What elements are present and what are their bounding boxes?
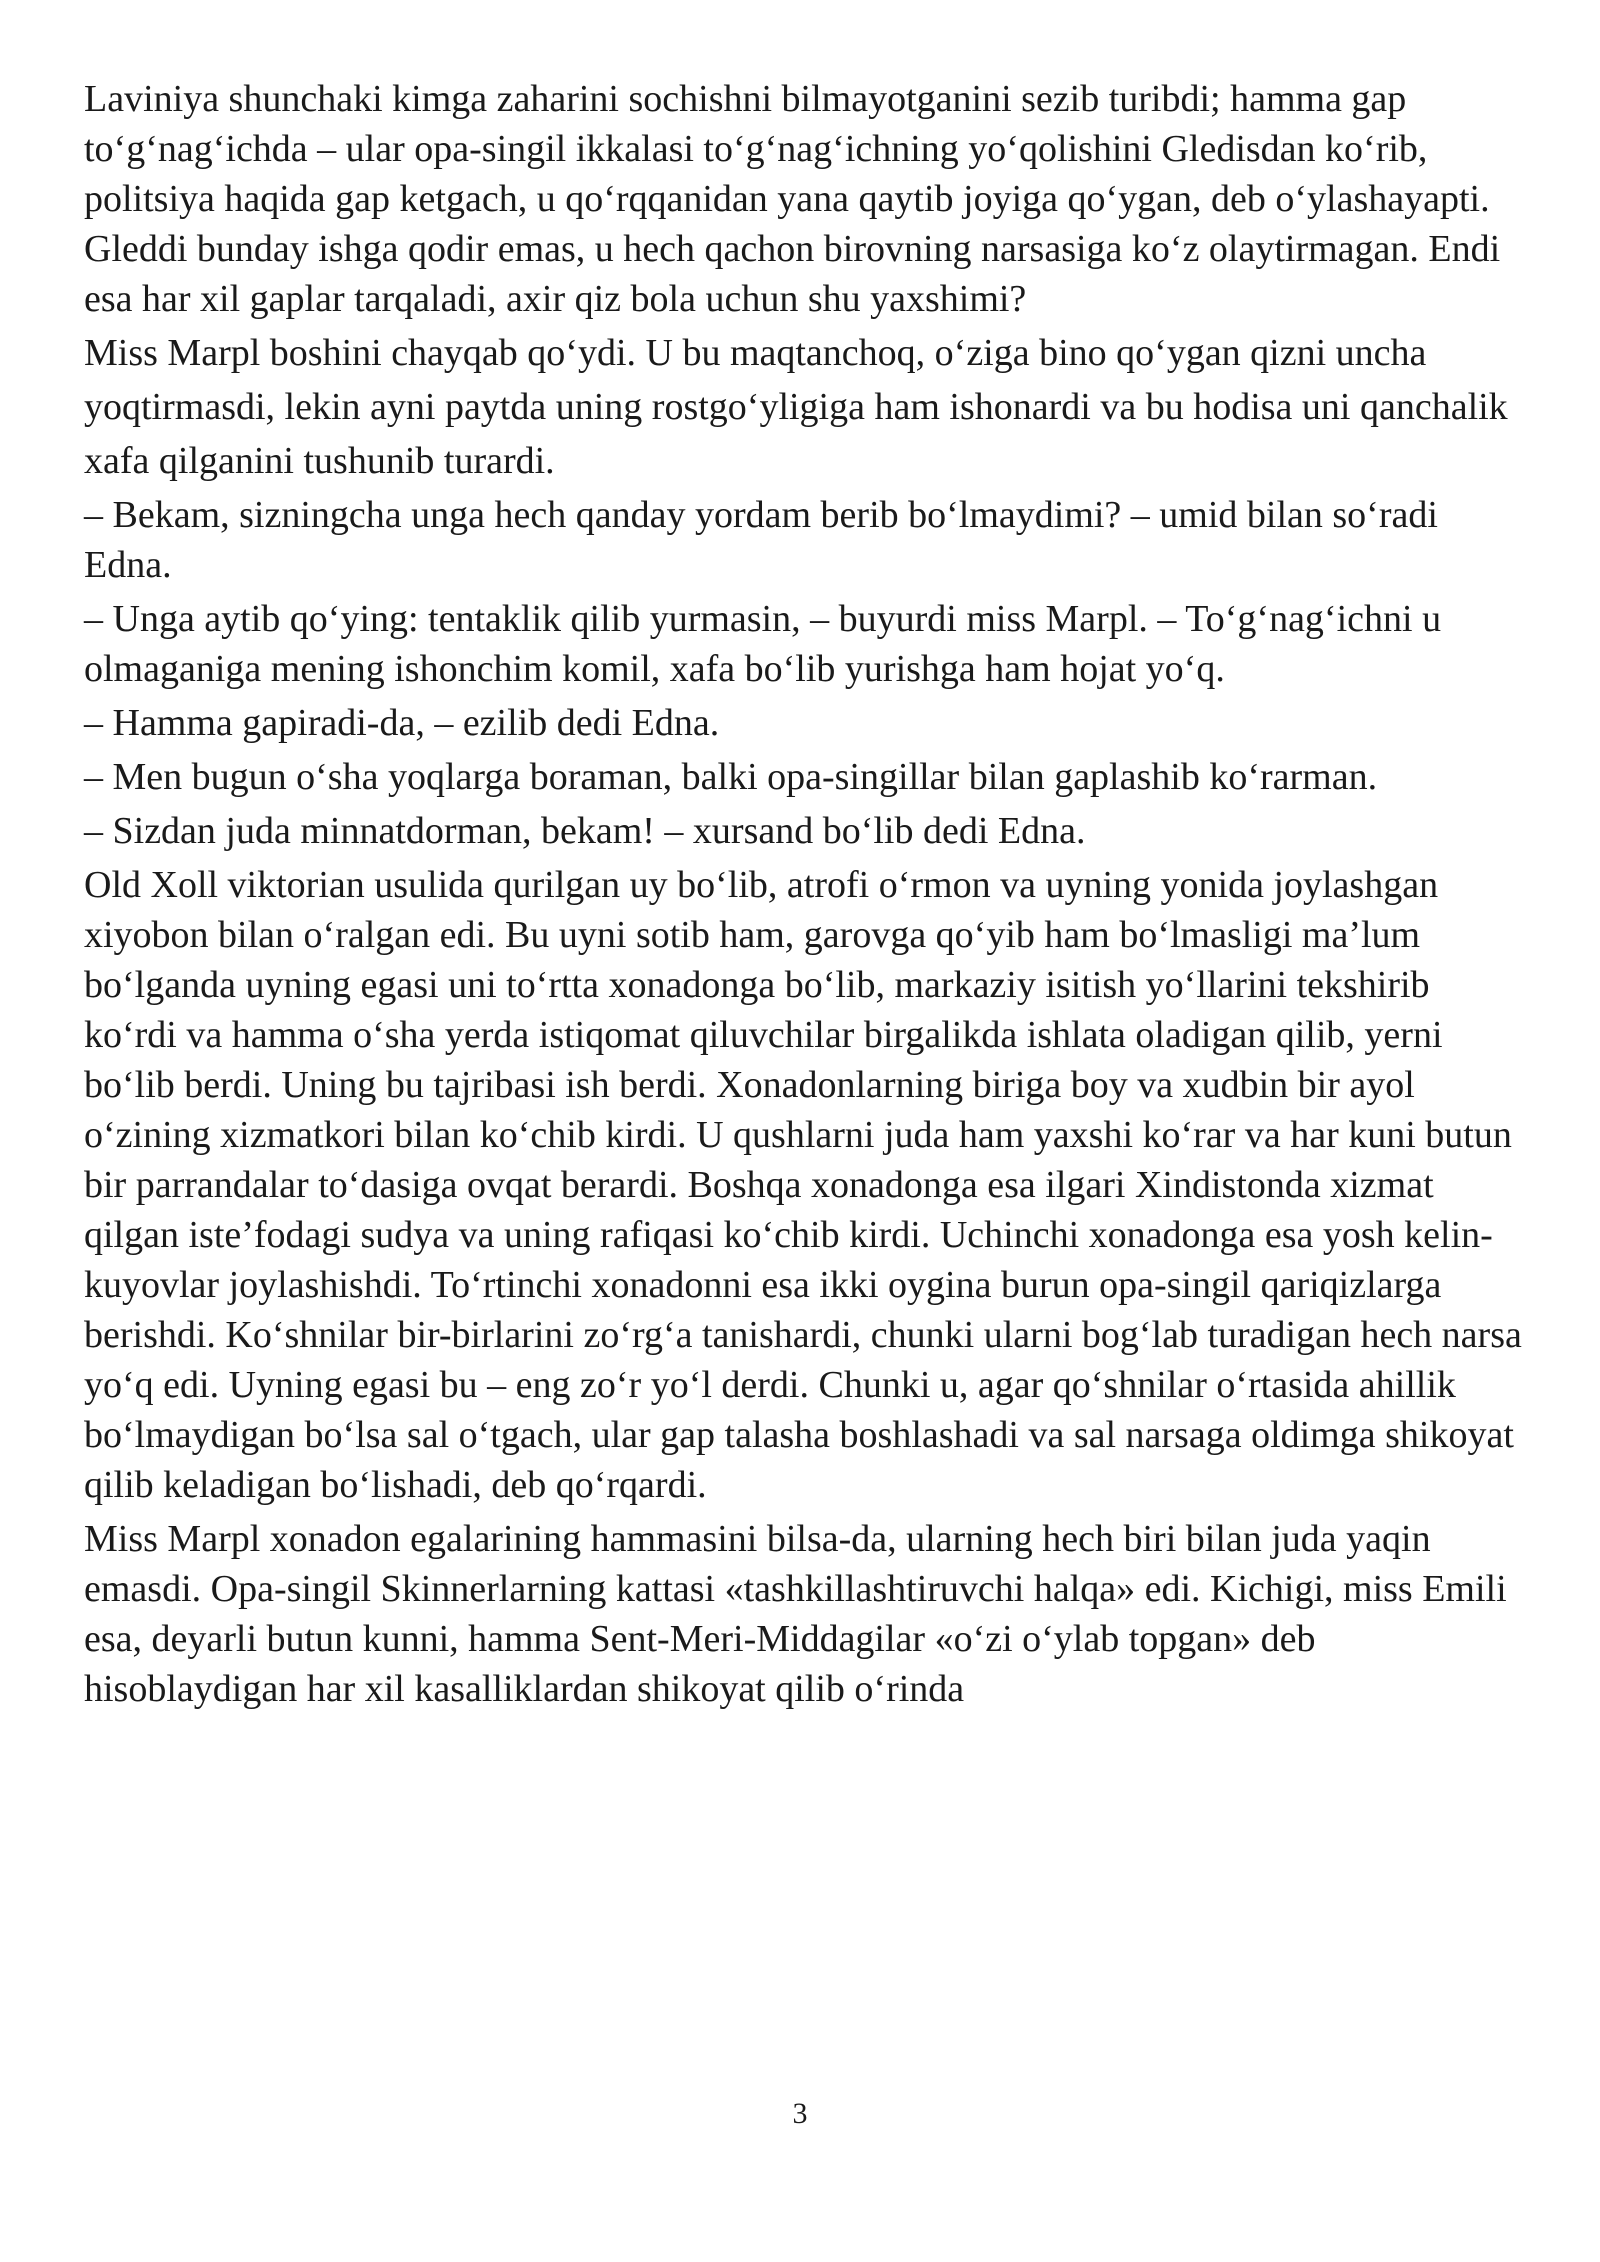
- paragraph: yoqtirmasdi, lekin ayni paytda uning rostgo‘yligiga ham ishonardi va bu hodisa uni qanchalik: [84, 386, 1508, 428]
- paragraph: – Hamma gapiradi-da, – ezilib dedi Edna.: [84, 702, 720, 744]
- paragraph: Miss Marpl xonadon egalarining hammasini bilsa-da, ularning hech biri bilan juda yaqin emasdi. Opa-singil Skinnerlarning kattasi «tashkillashtiruvchi halqa» edi. Kichigi, miss Emili esa, deyarli butun kunni, hamma Sent-Meri-Middagilar «o‘zi o‘ylab topgan» deb hisoblaydigan har xil kasalliklardan shikoyat qilib o‘rinda: [84, 1518, 1507, 1710]
- page-number: 3: [792, 2097, 808, 2130]
- paragraph: Laviniya shunchaki kimga zaharini sochishni bilmayotganini sezib turibdi; hamma gap to‘g‘nag‘ichda – ular opa-singil ikkalasi to‘g‘nag‘ichning yo‘qolishini Gledisdan ko‘rib, politsiya haqida gap ketgach, u qo‘rqqanidan yana qaytib joyiga qo‘ygan, deb o‘ylashayapti. Gleddi bunday ishga qodir emas, u hech qachon birovning narsasiga ko‘z olaytirmagan. Endi esa har xil gaplar tarqaladi, axir qiz bola uchun shu yaxshimi?: [84, 78, 1501, 320]
- body-text: [84, 74, 1524, 1714]
- paragraph: – Unga aytib qo‘ying: tentaklik qilib yurmasin, – buyurdi miss Marpl. – To‘g‘nag‘ichni u olmaganiga mening ishonchim komil, xafa bo‘lib yurishga ham hojat yo‘q.: [84, 598, 1442, 690]
- paragraph: xafa qilganini tushunib turardi.: [84, 440, 555, 482]
- paragraph: – Sizdan juda minnatdorman, bekam! – xursand bo‘lib dedi Edna.: [84, 810, 1086, 852]
- paragraph: Miss Marpl boshini chayqab qo‘ydi. U bu maqtanchoq, o‘ziga bino qo‘ygan qizni uncha: [84, 332, 1427, 374]
- paragraph: Old Xoll viktorian usulida qurilgan uy bo‘lib, atrofi o‘rmon va uyning yonida joylashgan xiyobon bilan o‘ralgan edi. Bu uyni sotib ham, garovga qo‘yib ham bo‘lmasligi ma’lum bo‘lganda uyning egasi uni to‘rtta xonadonga bo‘lib, markaziy isitish yo‘llarini tekshirib ko‘rdi va hamma o‘sha yerda istiqomat qiluvchilar birgalikda ishlata oladigan qilib, yerni bo‘lib berdi. Uning bu tajribasi ish berdi. Xonadonlarning biriga boy va xudbin bir ayol o‘zining xizmatkori bilan ko‘chib kirdi. U qushlarni juda ham yaxshi ko‘rar va har kuni butun bir parrandalar to‘dasiga ovqat berardi. Boshqa xonadonga esa ilgari Xindistonda xizmat qilgan iste’fodagi sudya va uning rafiqasi ko‘chib kirdi. Uchinchi xonadonga esa yosh kelin-kuyovlar joylashishdi. To‘rtinchi xonadonni esa ikki oygina burun opa-singil qariqizlarga berishdi. Ko‘shnilar bir-birlarini zo‘rg‘a tanishardi, chunki ularni bog‘lab turadigan hech narsa yo‘q edi. Uyning egasi bu – eng zo‘r yo‘l derdi. Chunki u, agar qo‘shnilar o‘rtasida ahillik bo‘lmaydigan bo‘lsa sal o‘tgach, ular gap talasha boshlashadi va sal narsaga oldimga shikoyat qilib keladigan bo‘lishadi, deb qo‘rqardi.: [84, 864, 1522, 1506]
- paragraph: – Men bugun o‘sha yoqlarga boraman, balki opa-singillar bilan gaplashib ko‘rarman.: [84, 756, 1378, 798]
- paragraph: – Bekam, sizningcha unga hech qanday yordam berib bo‘lmaydimi? – umid bilan so‘radi Edna.: [84, 494, 1438, 586]
